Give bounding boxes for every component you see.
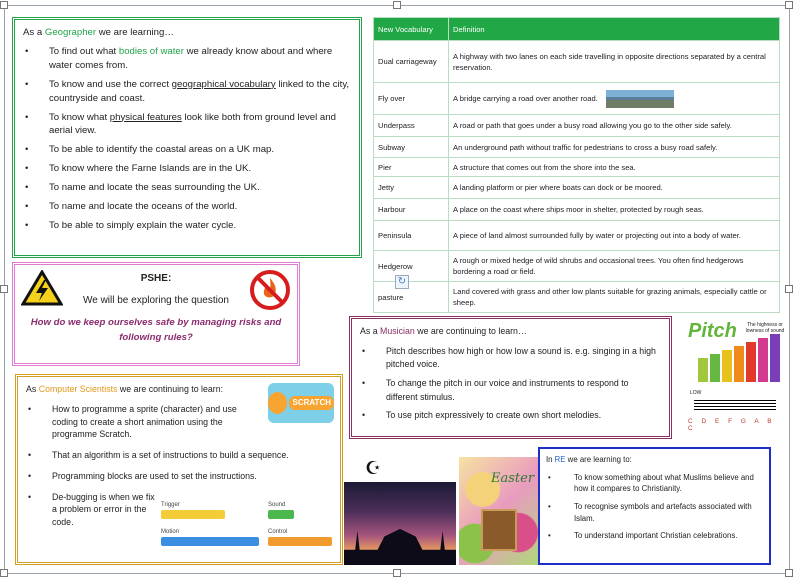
pshe-title: PSHE: [140,273,172,284]
vocab-term: Harbour [374,199,449,221]
music-staff [694,400,776,412]
table-row [374,83,780,115]
table-row [374,177,780,199]
geography-heading [23,26,351,40]
no-fire-icon [249,269,291,311]
computing-panel [15,374,343,565]
resize-handle-top-left[interactable] [0,1,8,9]
resize-handle-right[interactable] [785,285,793,293]
computing-item: • Programming blocks are used to set the instructions. [26,470,342,483]
block-label-trigger: Trigger [161,502,180,508]
mosque-photo [344,482,456,565]
geography-role: Geographer [44,27,97,38]
geography-item: • To be able to identify the coastal areas on a UK map. [23,143,351,157]
pshe-intro: We will be exploring the question [82,295,229,306]
table-row [374,251,780,282]
geography-item: • To name and locate the oceans of the world. [23,200,351,214]
vocab-definition: An underground path without traffic for pedestrians to cross a busy road safely. [449,137,780,158]
vocab-definition: A structure that comes out from the shore into the sea. [449,158,780,177]
xylophone-bar [770,334,780,382]
geography-heading-pre: As a [23,27,45,38]
music-item: • Pitch describes how high or how low a sound is. e.g. singing in a high pitched voice. [360,345,661,372]
re-heading: In RE we are learning to: [546,455,632,464]
computing-item: • That an algorithm is a set of instructions to build a sequence. [26,449,342,462]
resize-handle-left[interactable] [0,285,8,293]
vocab-definition: A place on the coast where ships moor in shelter, protected by rough seas. [449,199,780,221]
computing-role: Computer Scientists [38,384,118,394]
computing-heading: As Computer Scientists we are continuing to learn: [26,384,224,394]
re-role: RE [554,455,566,464]
resize-handle-top-right[interactable] [785,1,793,9]
bible-icon [481,509,517,551]
xylophone-bar [734,346,744,382]
vocab-definition: A rough or mixed hedge of wild shrubs and occasional trees. You often find hedgerows bordering a road or field. [449,251,780,282]
vocab-term: Hedgerow [374,251,449,282]
vocab-term: Peninsula [374,221,449,251]
geography-list [23,45,351,233]
vocab-term: Pier [374,158,449,177]
computing-item: • De-bugging is when we fix a problem or error in the code. [26,491,162,529]
table-row [374,158,780,177]
geography-item: • To find out what bodies of water we already know about and where water comes from. [23,45,351,73]
scratch-cat-icon [268,392,287,414]
easter-picture [459,457,538,565]
geography-item: • To know where the Farne Islands are in the UK. [23,162,351,176]
resize-handle-top[interactable] [393,1,401,9]
xylophone-bar [722,350,732,382]
motion-blocks [161,537,259,546]
xylophone-bar [698,358,708,382]
table-row [374,41,780,83]
vocabulary-header-definition: Definition [449,18,780,41]
geography-item: • To name and locate the seas surrounding the UK. [23,181,351,195]
computing-item: • How to programme a sprite (character) and use coding to create a short animation using the programme Scratch. [26,403,261,441]
re-list [546,472,763,542]
vocab-definition: A road or path that goes under a busy road allowing you go to the other side safely. [449,115,780,137]
layout-options-icon[interactable]: ↻ [395,275,409,289]
scratch-logo-text: SCRATCH [289,396,334,410]
music-item: • To change the pitch in our voice and instruments to respond to different stimulus. [360,377,661,404]
pitch-word: Pitch [688,320,737,342]
scratch-logo [268,383,334,423]
vocab-term: Dual carriageway [374,41,449,83]
pitch-subtitle: The highness or lowness of sound [745,322,785,334]
mosque-silhouette [344,527,456,565]
vocab-term: Fly over [374,83,449,115]
resize-handle-bottom-right[interactable] [785,569,793,577]
resize-handle-bottom-left[interactable] [0,569,8,577]
music-item: • To use pitch expressively to create own short melodies. [360,409,661,423]
vocab-term: pasture [374,282,449,313]
music-list [360,345,661,423]
xylophone-bar [710,354,720,382]
vocab-definition: A landing platform or pier where boats can dock or be moored. [449,177,780,199]
vocab-definition: A highway with two lanes on each side travelling in opposite directions separated by a central reservation. [449,41,780,83]
music-panel [349,316,672,439]
trigger-blocks [161,510,225,519]
table-row [374,115,780,137]
vocabulary-header-row [374,18,780,41]
vocab-definition: Land covered with grass and other low plants suitable for grazing animals, especially cattle or sheep. [449,282,780,313]
block-label-sound: Sound [268,502,286,508]
xylophone-bar [758,338,768,382]
pitch-graphic [688,320,788,430]
sound-blocks [268,510,294,519]
vocab-term: Underpass [374,115,449,137]
table-row [374,221,780,251]
block-label-control: Control [268,529,288,535]
geography-panel [12,17,362,258]
vocab-definition: A piece of land almost surrounded fully by water or projecting out into a body of water. [449,221,780,251]
vocab-definition: A bridge carrying a road over another road. [449,83,780,115]
vocabulary-header-term: New Vocabulary [374,18,449,41]
control-blocks [268,537,332,546]
vocabulary-table [373,17,780,313]
pshe-question: How do we keep ourselves safe by managing risks and following rules? [30,317,282,344]
table-row [374,137,780,158]
flyover-photo [606,90,674,108]
vocab-term: Jetty [374,177,449,199]
re-item: • To recognise symbols and artefacts associated with Islam. [546,501,763,524]
table-row [374,282,780,313]
geography-heading-post: we are learning… [96,27,174,38]
pitch-notes: C D E F G A B C [688,418,776,432]
crescent-star-icon: ☪ [365,458,382,478]
re-item: • To understand important Christian celebrations. [546,530,763,542]
music-role: Musician [380,326,415,336]
geography-item: • To know what physical features look like both from ground level and aerial view. [23,111,351,139]
table-row [374,199,780,221]
music-heading: As a Musician we are continuing to learn… [360,326,527,336]
resize-handle-bottom[interactable] [393,569,401,577]
vocab-term: Subway [374,137,449,158]
geography-item: • To know and use the correct geographical vocabulary linked to the city, countryside and coast. [23,78,351,106]
pitch-low-label: LOW [690,390,702,396]
xylophone-bar [746,342,756,382]
easter-text: Easter [491,471,535,486]
re-panel [538,447,771,565]
block-label-motion: Motion [161,529,180,535]
pshe-panel [12,262,300,366]
geography-item: • To be able to simply explain the water cycle. [23,219,351,233]
re-item: • To know something about what Muslims believe and how it compares to Christianity. [546,472,763,495]
